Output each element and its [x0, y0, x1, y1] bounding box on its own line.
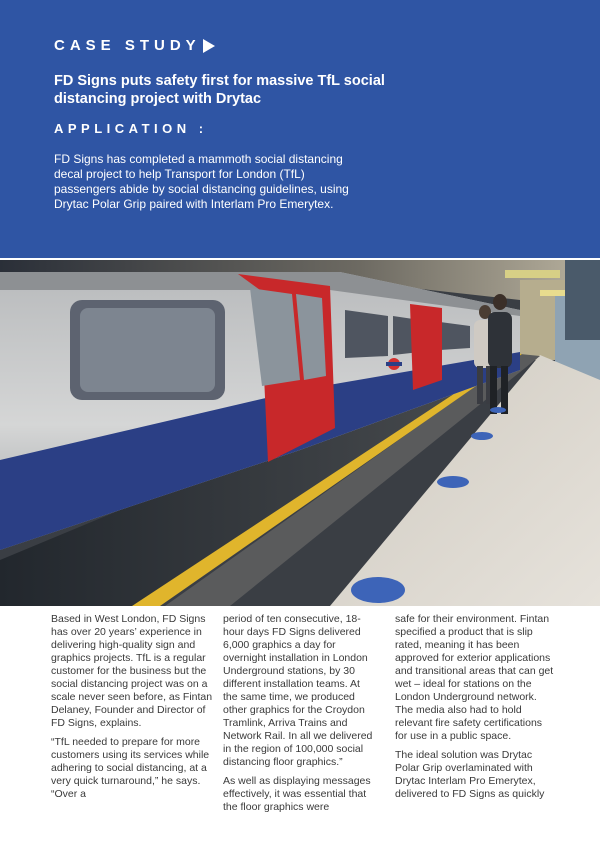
- col2-paragraph-1: period of ten consecutive, 18-hour days FD Signs delivered 6,000 graphics a day for overnight installation in London Underground stations, by 30 different installation teams. At the same time, we produced other graphics for the Croydon Tramlink, Arriva Trains and Network Rail. In all we delivered in the region of 100,000 social distancing floor graphics.”: [223, 613, 373, 768]
- col1-paragraph-2: “TfL needed to prepare for more customers using its services while adhering to social distancing, at a very quick turnaround,” he says. “Over a: [51, 736, 210, 800]
- body-column-1: [51, 613, 213, 845]
- body-column-3: [395, 613, 555, 845]
- headline: FD Signs puts safety first for massive TfL social distancing project with Drytac: [54, 73, 385, 107]
- underground-platform-photo: [0, 260, 600, 606]
- intro-paragraph: FD Signs has completed a mammoth social distancing decal project to help Transport for London (TfL) passengers abide by social distancing guidelines, using Drytac Polar Grip paired with Interlam Pro Emerytex.: [54, 152, 349, 211]
- col3-paragraph-2: The ideal solution was Drytac Polar Grip overlaminated with Drytac Interlam Pro Emerytex, delivered to FD Signs as quickly: [395, 749, 545, 800]
- body-columns: [0, 613, 600, 845]
- case-study-kicker: [54, 36, 215, 56]
- col2-paragraph-2: As well as displaying messages effectively, it was essential that the floor graphics were: [223, 775, 371, 813]
- col3-paragraph-1: safe for their environment. Fintan specified a product that is slip rated, meaning it has been approved for exterior applications and transitional areas that can get wet – ideal for stations on the London Underground network. The media also had to hold relevant fire safety certifications for use in a public space.: [395, 613, 554, 742]
- col1-paragraph-1: Based in West London, FD Signs has over 20 years’ experience in delivering high-quality sign and graphics projects. TfL is a regular customer for the business but the social distancing project was on a scale never seen before, as Fintan Delaney, Founder and Director of FD Signs, explains.: [51, 613, 213, 729]
- play-arrow-icon: [203, 39, 215, 53]
- kicker-label: CASE STUDY: [54, 37, 201, 54]
- header-band: [0, 0, 600, 258]
- section-label: APPLICATION :: [54, 121, 208, 136]
- body-column-2: [223, 613, 375, 845]
